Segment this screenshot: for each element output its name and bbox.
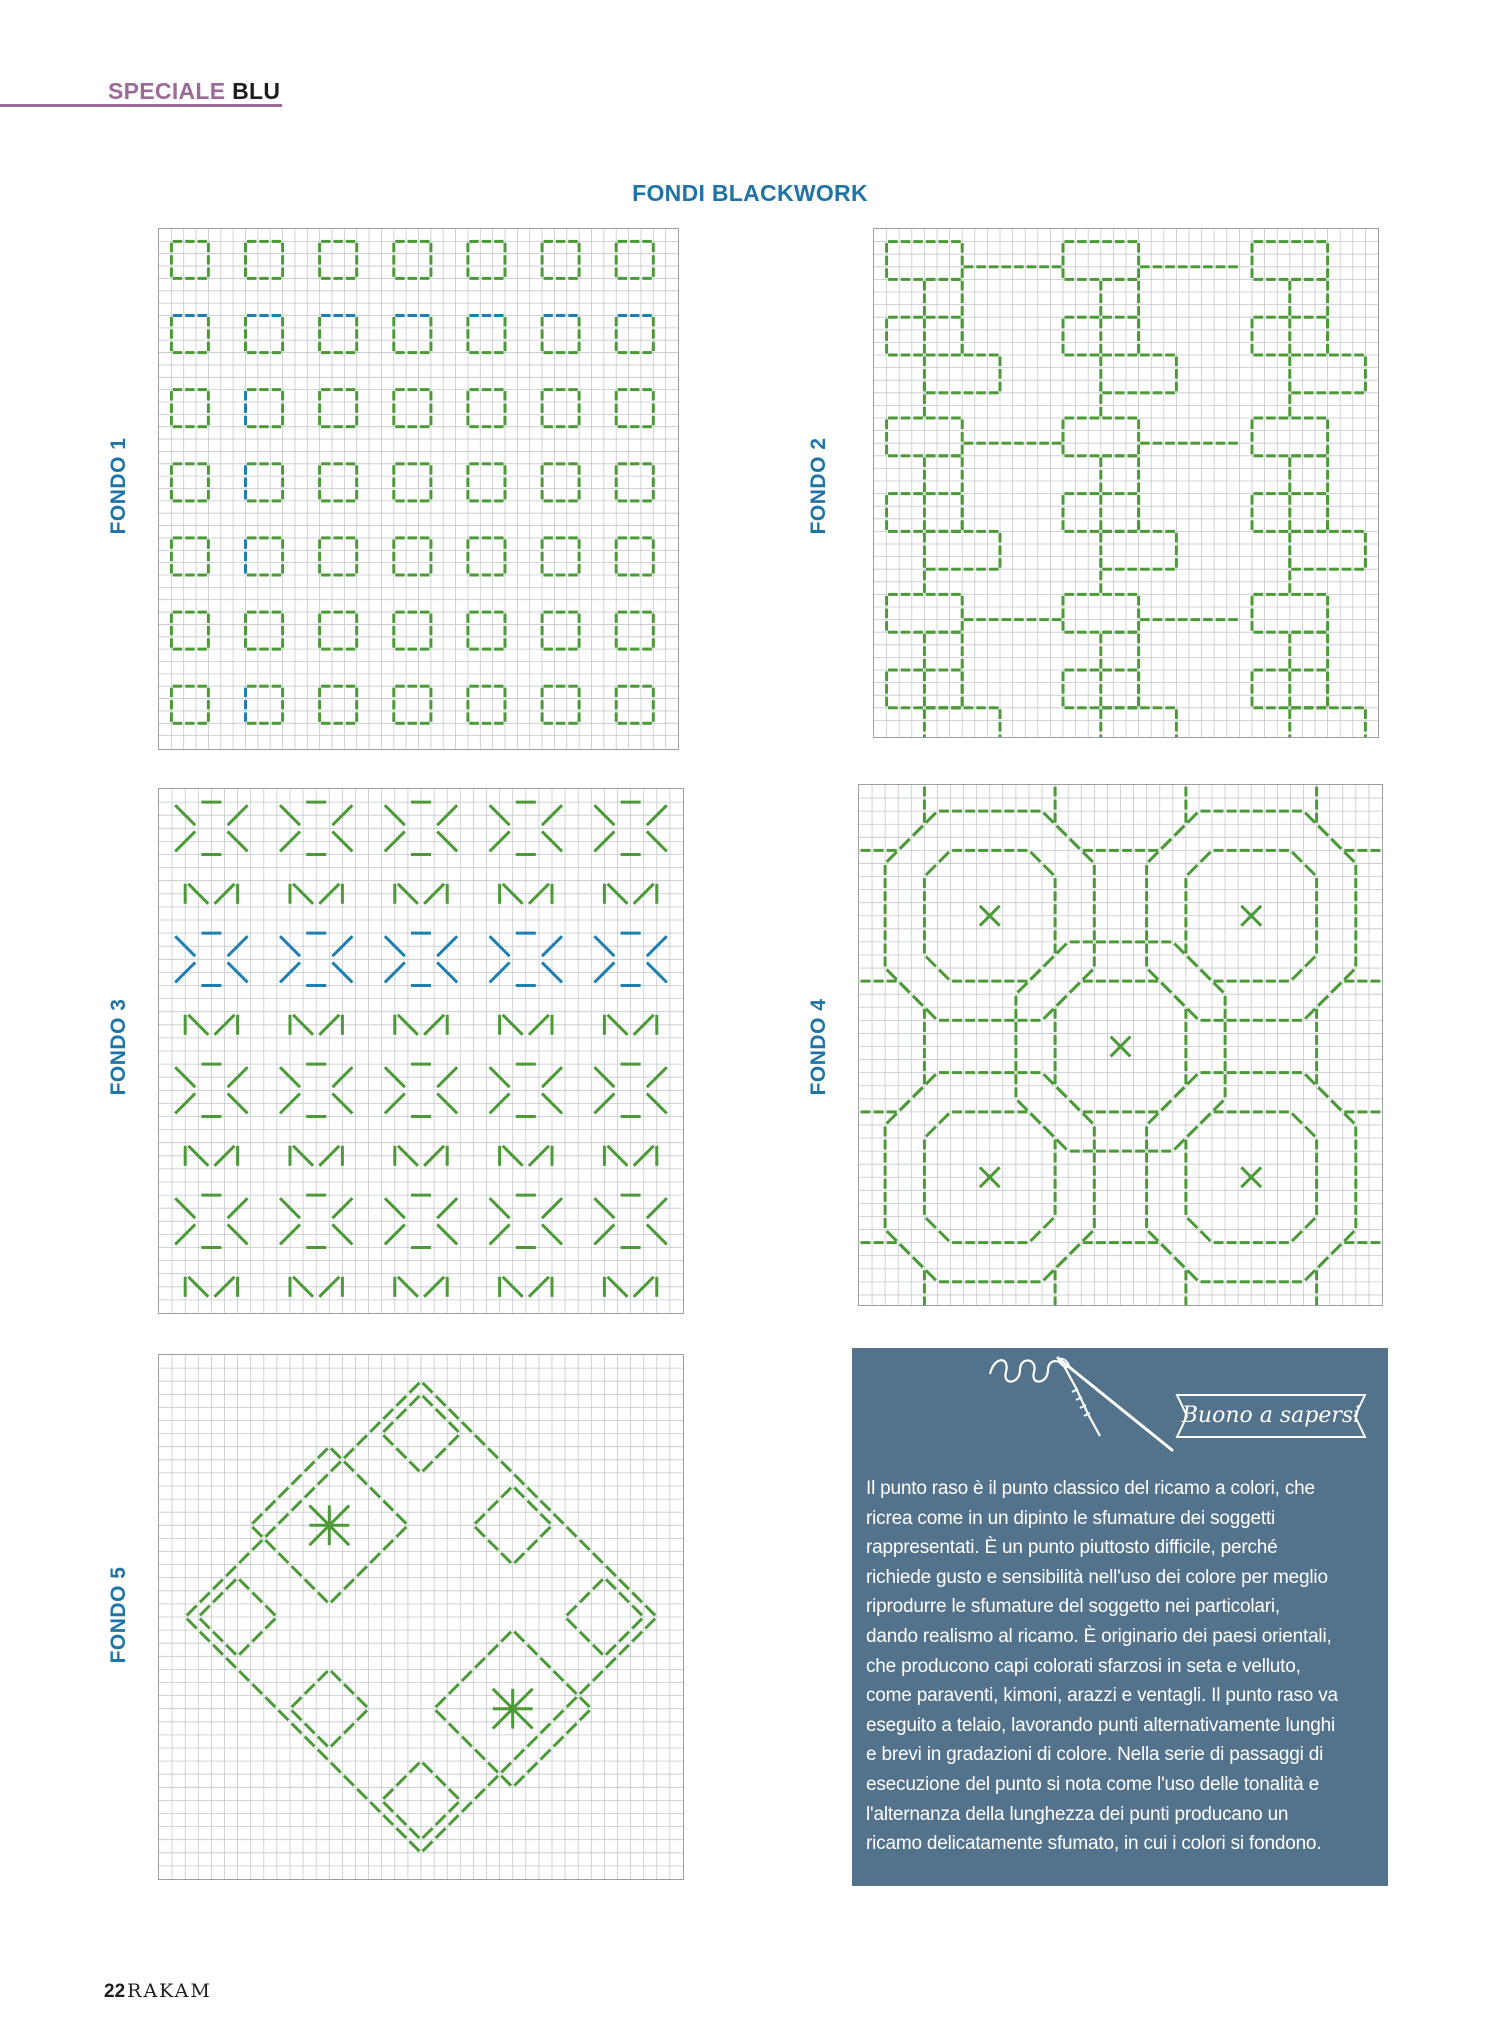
info-line: Il punto raso è il punto classico del ricamo a colori, che: [866, 1478, 1315, 1499]
info-line: riprodurre le sfumature del soggetto nei particolari,: [866, 1596, 1280, 1618]
info-title: Buono a sapersi: [1181, 1403, 1361, 1428]
info-line: ricrea come in un dipinto le sfumature dei soggetti: [866, 1507, 1276, 1529]
pattern-fondo-1: [158, 228, 679, 750]
label-fondo-1: FONDO 1: [107, 437, 130, 535]
info-line: l'alternanza della lunghezza dei punti producano un: [866, 1803, 1289, 1825]
info-line: rappresentati. È un punto piuttosto difficile, perché: [866, 1537, 1278, 1559]
info-line: che producono capi colorati sfarzosi in seta e velluto,: [866, 1655, 1301, 1677]
pattern-fondo-2: [873, 228, 1379, 738]
magazine-brand: RAKAM: [127, 1980, 212, 2002]
label-fondo-5: FONDO 5: [107, 1566, 130, 1664]
label-fondo-2: FONDO 2: [807, 437, 830, 535]
page-title: FONDI BLACKWORK: [632, 180, 868, 206]
info-line: e brevi in gradazioni di colore. Nella serie di passaggi di: [866, 1744, 1324, 1766]
section-label-blu: BLU: [232, 78, 281, 104]
section-label-speciale: SPECIALE: [108, 78, 226, 104]
page-number: 22: [104, 1981, 126, 2002]
section-label: [108, 78, 280, 105]
info-line: ricamo delicatamente sfumato, in cui i colori si fondono.: [866, 1833, 1322, 1855]
info-title-banner: [1169, 1393, 1373, 1439]
label-fondo-3: FONDO 3: [107, 998, 130, 1096]
label-fondo-4: FONDO 4: [807, 998, 830, 1096]
pattern-fondo-4: [858, 784, 1383, 1306]
info-body: [866, 1474, 1378, 1859]
info-line: dando realismo al ricamo. È originario dei paesi orientali,: [866, 1625, 1332, 1647]
info-line: esecuzione del punto si nota come l'uso delle tonalità e: [866, 1773, 1319, 1795]
info-line: richiede gusto e sensibilità nell'uso dei colore per meglio: [866, 1566, 1328, 1588]
needle-thread-icon: [984, 1352, 1184, 1462]
footer: [104, 1980, 212, 2003]
info-line: come paraventi, kimoni, arazzi e ventagli. Il punto raso va: [866, 1685, 1338, 1707]
info-line: eseguito a telaio, lavorando punti alternativamente lunghi: [866, 1714, 1336, 1736]
pattern-fondo-3: [158, 788, 684, 1314]
pattern-fondo-5: [158, 1354, 684, 1880]
